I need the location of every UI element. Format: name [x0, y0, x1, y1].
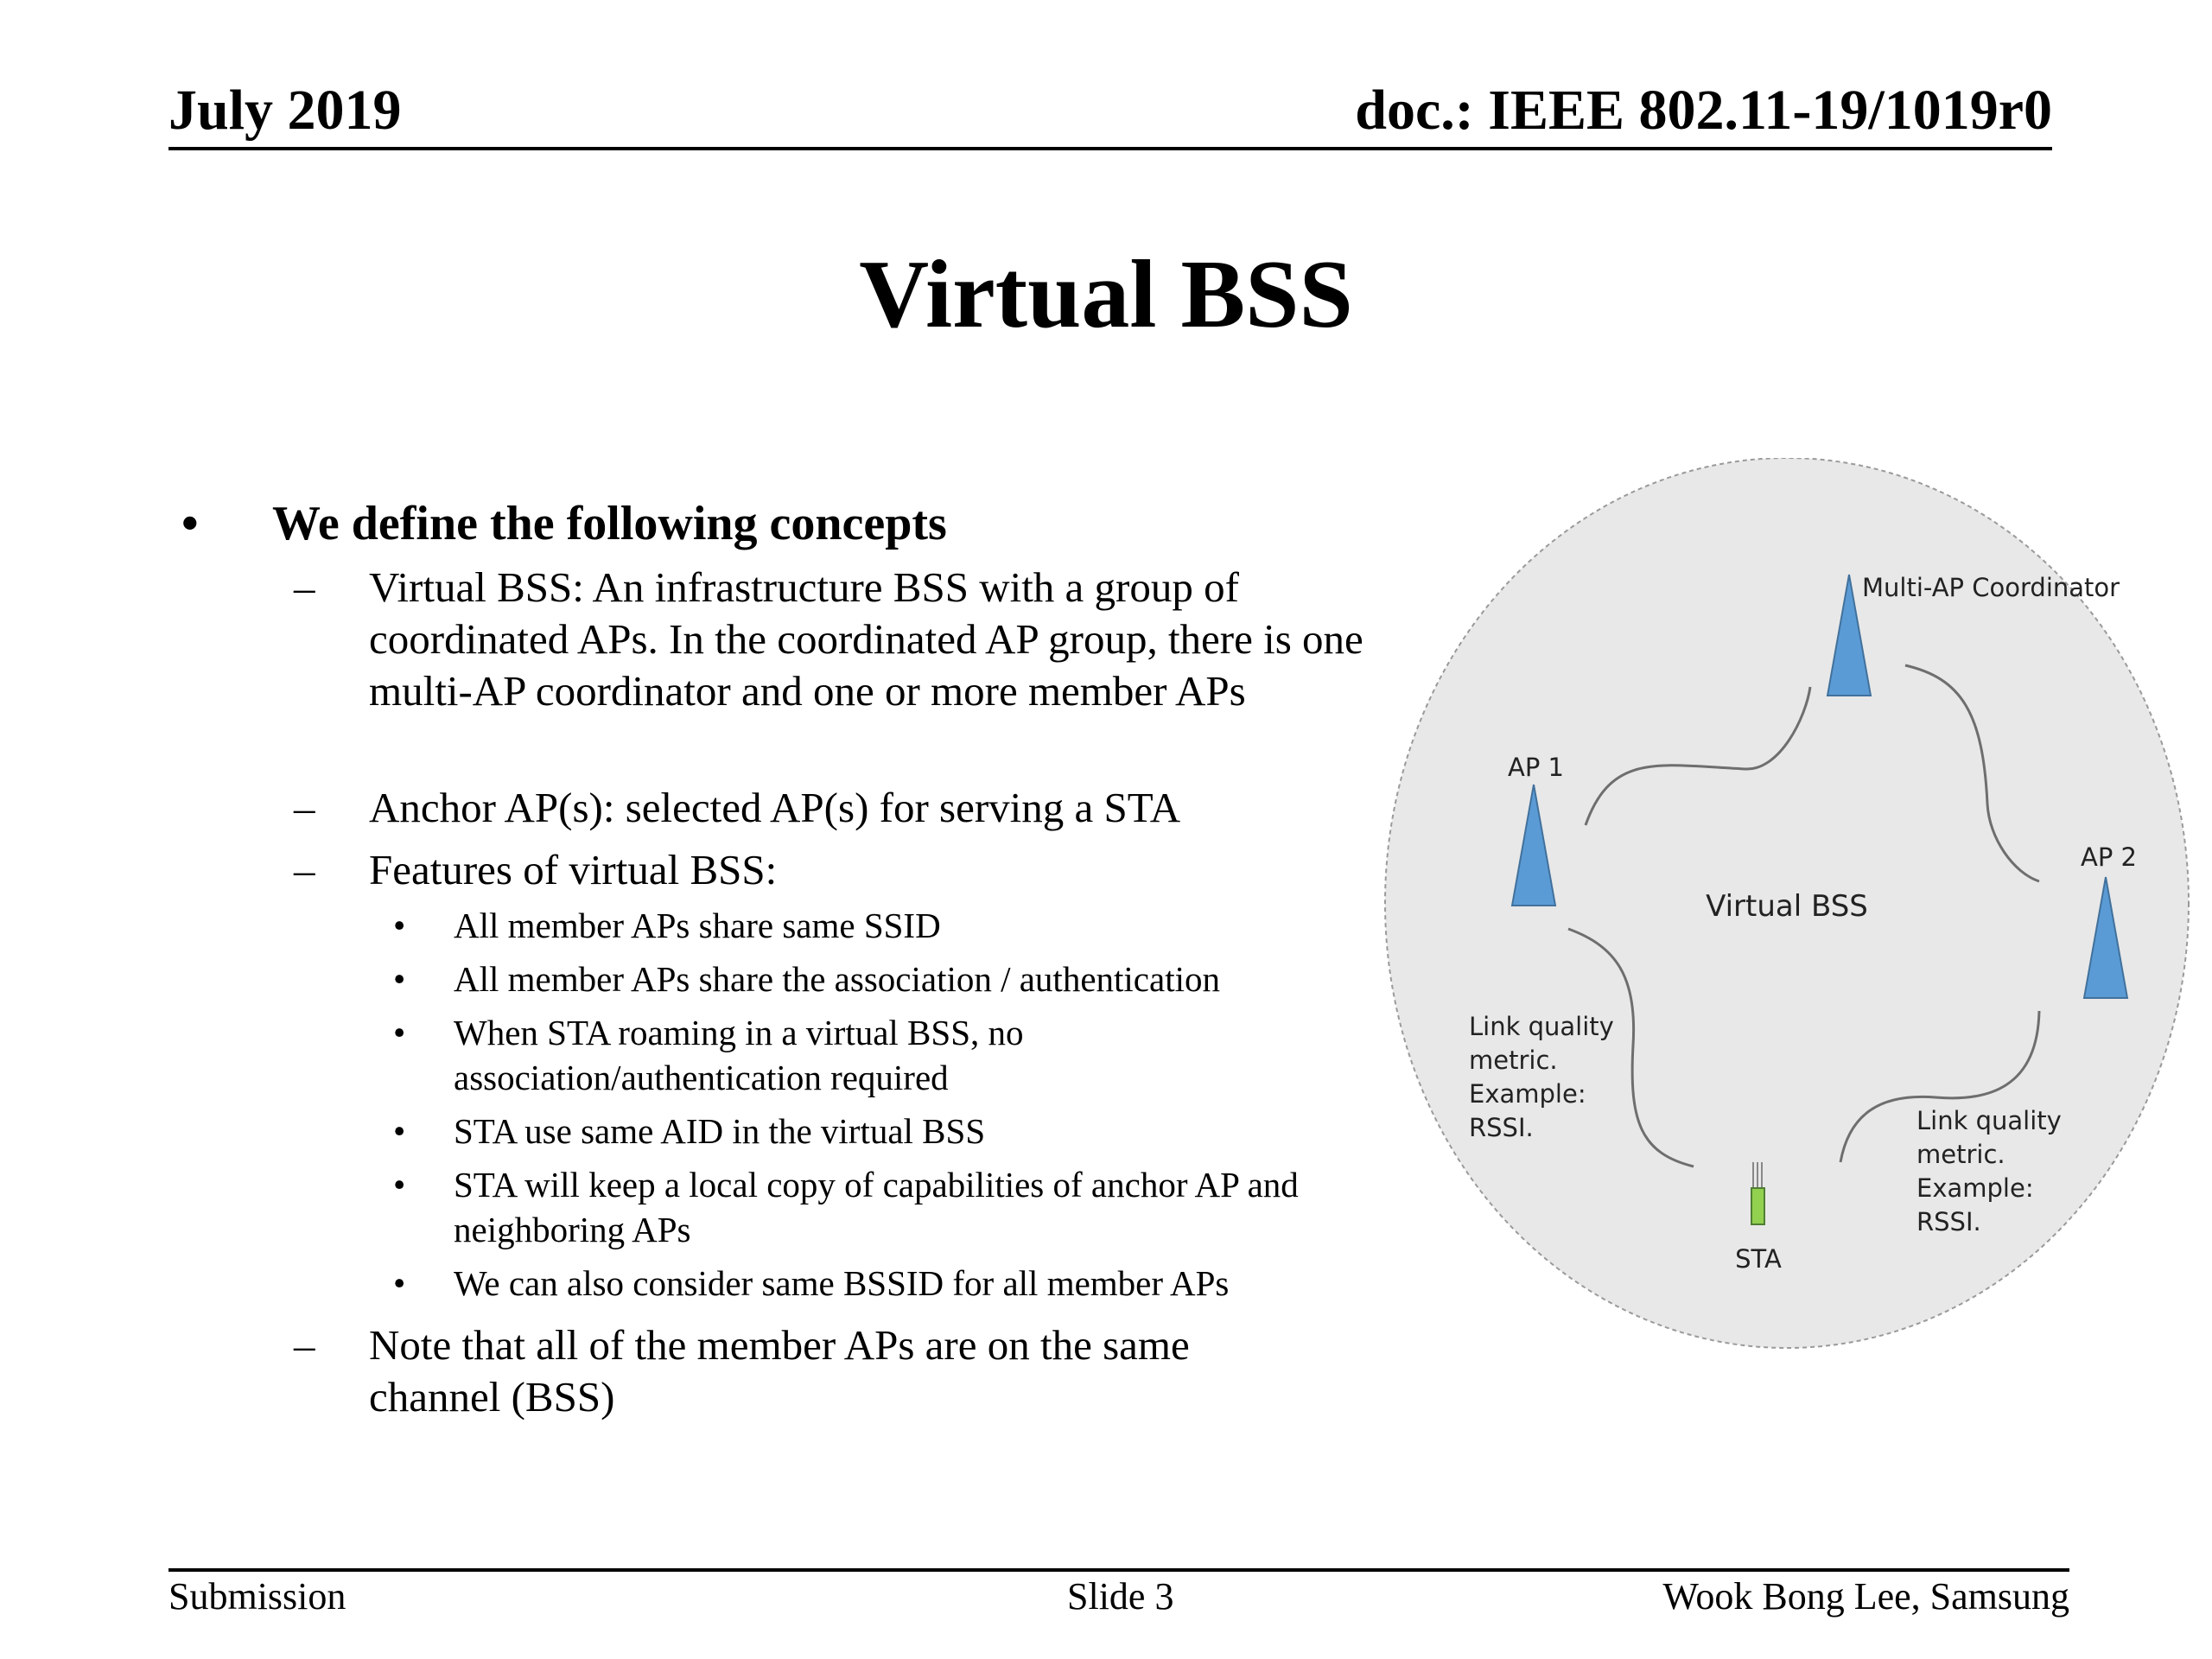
feature-text: All member APs share the association / authentication	[454, 959, 1220, 999]
feature-text: All member APs share same SSID	[454, 906, 941, 945]
bullet-marker: •	[393, 1013, 406, 1052]
virtual-bss-diagram	[1382, 458, 2195, 1357]
bullet-marker: •	[393, 1263, 406, 1303]
sub-item-text: Note that all of the member APs are on the same channel (BSS)	[369, 1321, 1190, 1421]
footer-slide-number: Slide 3	[1067, 1575, 1174, 1618]
link-quality-label-right: Link quality metric. Example: RSSI.	[1916, 1106, 2062, 1236]
footer-submission: Submission	[168, 1575, 346, 1618]
ap1-label: AP 1	[1508, 753, 1564, 782]
bullet-marker: •	[181, 497, 199, 550]
bullet-marker: •	[393, 1111, 406, 1151]
dash-marker: –	[294, 563, 315, 611]
sta-icon	[1751, 1162, 1764, 1224]
center-label: Virtual BSS	[1706, 889, 1868, 924]
sta-label: STA	[1735, 1244, 1782, 1274]
feature-text: STA will keep a local copy of capabilities of anchor AP and neighboring APs	[454, 1165, 1299, 1249]
coordinator-label: Multi-AP Coordinator	[1862, 573, 2120, 602]
dash-marker: –	[294, 784, 315, 831]
sub-item-text: Anchor AP(s): selected AP(s) for serving a STA	[369, 784, 1181, 831]
bullet-marker: •	[393, 906, 406, 945]
link-quality-label-left: Link quality metric. Example: RSSI.	[1469, 1012, 1614, 1142]
sub-item-text: Features of virtual BSS:	[369, 846, 778, 893]
header-doc-number: doc.: IEEE 802.11-19/1019r0	[1355, 79, 2052, 142]
dash-marker: –	[294, 846, 315, 893]
feature-text: When STA roaming in a virtual BSS, no association/authentication required	[454, 1013, 1024, 1097]
slide-title: Virtual BSS	[859, 241, 1353, 348]
feature-text: We can also consider same BSSID for all member APs	[454, 1263, 1230, 1303]
footer-divider	[168, 1568, 2069, 1572]
sub-item-text: Virtual BSS: An infrastructure BSS with a group of coordinated APs. In the coordinated AP group, there is one multi-AP coordinator and one or more member APs	[369, 563, 1363, 715]
header-date: July 2019	[168, 79, 402, 142]
bullet-marker: •	[393, 1165, 406, 1205]
feature-text: STA use same AID in the virtual BSS	[454, 1111, 986, 1151]
dash-marker: –	[294, 1321, 315, 1369]
footer-author: Wook Bong Lee, Samsung	[1662, 1575, 2069, 1618]
bullet-marker: •	[393, 959, 406, 999]
header-divider	[168, 147, 2052, 150]
main-bullet-text: We define the following concepts	[272, 497, 947, 550]
ap2-label: AP 2	[2081, 842, 2137, 872]
